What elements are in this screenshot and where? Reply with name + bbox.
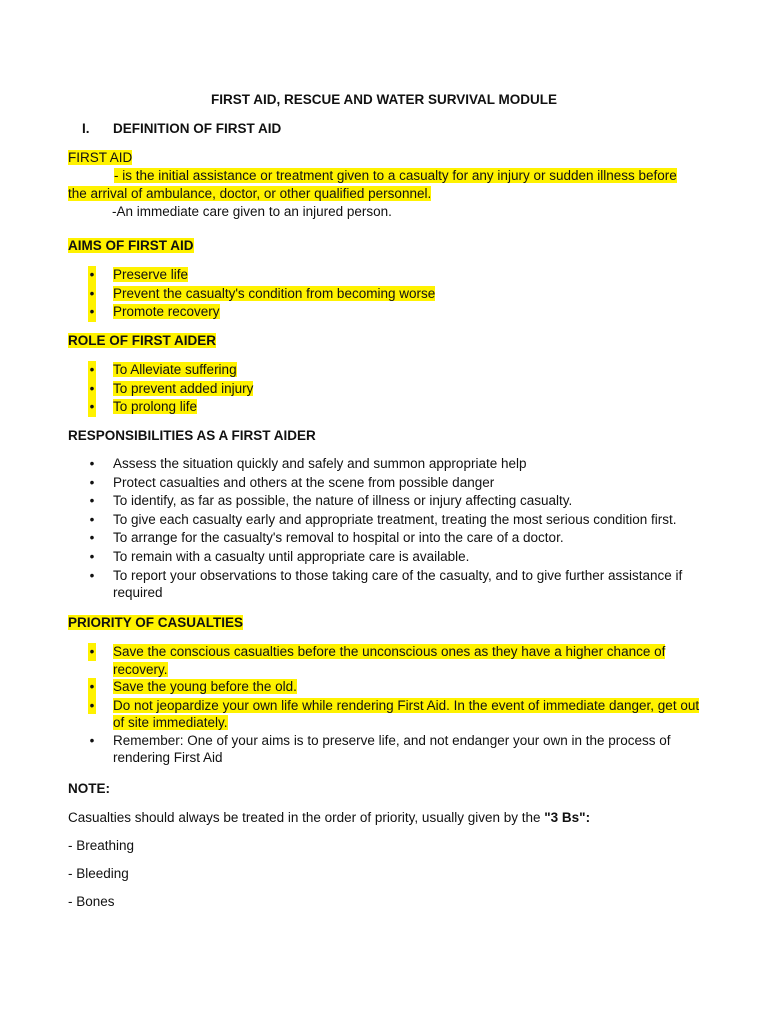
bullet-icon: • xyxy=(88,678,96,697)
priority-heading: PRIORITY OF CASUALTIES xyxy=(68,615,244,630)
bs-item-bleeding: - Bleeding xyxy=(68,866,129,881)
priority-section xyxy=(68,614,708,767)
bullet-icon: • xyxy=(89,493,95,509)
note-text: Casualties should always be treated in the order of priority, usually given by the "3 Bs": xyxy=(68,810,591,825)
list-item: • Save the young before the old. xyxy=(68,678,708,697)
bullet-icon: • xyxy=(88,266,96,285)
bullet-icon: • xyxy=(88,380,96,399)
aims-section xyxy=(68,237,708,322)
responsibilities-section xyxy=(68,427,708,602)
bullet-icon: • xyxy=(89,697,95,713)
bullet-icon: • xyxy=(89,456,95,471)
list-item: • Protect casualties and others at the scene from possible danger xyxy=(68,474,708,493)
bullet-icon: • xyxy=(89,548,95,564)
bullet-icon: • xyxy=(89,530,95,546)
role-section xyxy=(68,332,708,417)
aims-list xyxy=(68,266,708,322)
bullet-icon: • xyxy=(88,398,96,417)
list-item: • To prevent added injury xyxy=(68,380,708,399)
section-number: I. xyxy=(82,121,90,136)
list-item: • To report your observations to those taking care of the casualty, and to give further assistance if required xyxy=(89,567,683,601)
role-list xyxy=(68,361,708,417)
bullet-icon: • xyxy=(89,474,95,490)
definition-term: FIRST AID xyxy=(68,150,133,165)
bs-item-breathing: - Breathing xyxy=(68,838,135,853)
bs-item-bones: - Bones xyxy=(68,894,115,909)
list-item: • To prolong life xyxy=(68,398,708,417)
list-item: • To Alleviate suffering xyxy=(68,361,708,380)
list-item: • Promote recovery xyxy=(68,303,708,322)
list-item: • To remain with a casualty until appropriate care is available. xyxy=(68,548,708,567)
list-item: • To identify, as far as possible, the nature of illness or injury affecting casualty. xyxy=(68,492,708,511)
definition-line-2: the arrival of ambulance, doctor, or other qualified personnel. xyxy=(68,186,432,201)
list-item: • Save the conscious casualties before the unconscious ones as they have a higher chance of recovery. xyxy=(89,644,666,677)
list-item: • Preserve life xyxy=(68,266,708,285)
definition-block xyxy=(68,149,708,221)
section-label: DEFINITION OF FIRST AID xyxy=(113,121,282,136)
note-section xyxy=(68,780,708,911)
bullet-icon: • xyxy=(89,511,95,527)
definition-line-1: - is the initial assistance or treatment given to a casualty for any injury or sudden illness before xyxy=(114,168,677,183)
responsibilities-list xyxy=(68,455,708,602)
bullet-icon: • xyxy=(88,361,96,380)
note-heading: NOTE: xyxy=(68,781,110,796)
document-title: FIRST AID, RESCUE AND WATER SURVIVAL MODULE xyxy=(210,92,558,107)
aims-heading: AIMS OF FIRST AID xyxy=(68,238,194,253)
definition-line-3: -An immediate care given to an injured person. xyxy=(112,204,392,219)
list-item: • Assess the situation quickly and safely and summon appropriate help xyxy=(68,455,708,474)
priority-list xyxy=(68,643,708,767)
responsibilities-heading: RESPONSIBILITIES AS A FIRST AIDER xyxy=(68,428,316,443)
role-heading: ROLE OF FIRST AIDER xyxy=(68,333,216,348)
bullet-icon: • xyxy=(88,285,96,304)
bullet-icon: • xyxy=(89,567,95,583)
section-heading-definition xyxy=(82,121,281,136)
list-item: • To arrange for the casualty's removal to hospital or into the care of a doctor. xyxy=(68,529,708,548)
list-item: • To give each casualty early and appropriate treatment, treating the most serious condition first. xyxy=(68,511,708,530)
list-item: • Do not jeopardize your own life while rendering First Aid. In the event of immediate danger, get out of site immediately. xyxy=(89,697,700,731)
list-item: • Remember: One of your aims is to preserve life, and not endanger your own in the process of rendering First Aid xyxy=(89,732,671,766)
bullet-icon: • xyxy=(89,644,95,659)
three-bs-label: "3 Bs": xyxy=(544,810,591,825)
bullet-icon: • xyxy=(88,303,96,322)
list-item: • Prevent the casualty's condition from becoming worse xyxy=(68,285,708,304)
bullet-icon: • xyxy=(89,732,95,748)
